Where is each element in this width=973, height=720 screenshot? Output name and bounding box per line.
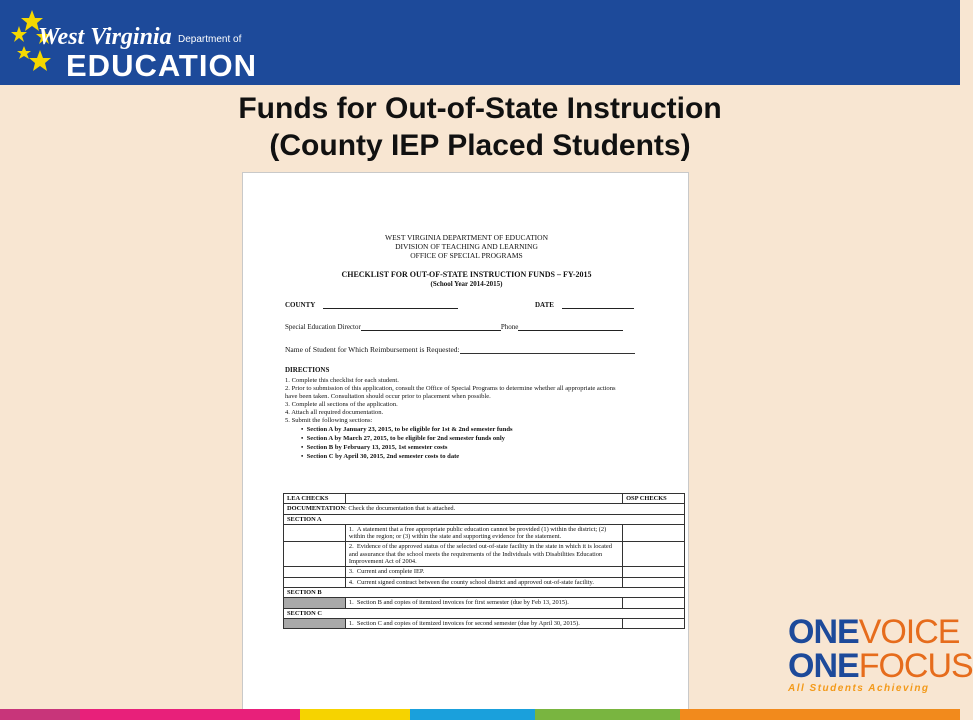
county-label: COUNTY [285,301,316,309]
table-row: 1. A statement that a free appropriate public education cannot be provided (1) within the district; (2) within the region; or (3) within the state and supporting evidence for the statement. [284,524,685,542]
doc-org-line-3: OFFICE OF SPECIAL PROGRAMS [410,251,523,260]
date-label: DATE [535,301,554,309]
bullet-3: • Section B by February 13, 2015, 1st semester costs [301,444,448,451]
stripe-segment [0,709,80,720]
doc-org-line-1: WEST VIRGINIA DEPARTMENT OF EDUCATION [384,233,549,242]
wvde-logo[interactable] [10,8,260,83]
section-a-item-3: Current and complete IEP. [356,568,425,576]
title-line-1: Funds for Out-of-State Instruction [238,92,722,125]
county-field [285,301,458,309]
one-focus-line: ONEFOCUS [788,647,973,685]
bullet-2: • Section A by March 27, 2015, to be eligible for 2nd semester funds only [301,435,505,442]
one-voice-logo [788,613,973,697]
documentation-text: : Check the documentation that is attached. [345,505,456,513]
direction-2-cont: have been taken. Consultation should occur prior to placement when possible. [285,393,491,400]
direction-1: 1. Complete this checklist for each student. [285,377,399,384]
phone-label: Phone [500,323,519,331]
table-header-row [284,494,685,504]
section-c-label: SECTION C [284,608,685,618]
section-b-item-1: Section B and copies of itemized invoices for first semester (due by Feb 13, 2015). [356,599,569,607]
student-field [285,345,635,354]
direction-3: 3. Complete all sections of the application. [285,401,398,408]
county-blank [323,301,458,309]
lea-checks-header: LEA CHECKS [284,494,346,504]
section-c-row [284,608,685,618]
section-a-item-1: A statement that a free appropriate public education cannot be provided (1) within the district; (2) within the region; or (3) within the state and supporting evidence for the statement. [348,525,607,541]
student-blank [460,346,635,354]
stripe-segment [535,709,680,720]
checklist-document [242,172,689,710]
slide-title [0,90,960,164]
one-voice-line: ONEVOICE [788,613,960,651]
checklist-table [283,493,685,629]
direction-5: 5. Submit the following sections: [285,417,373,424]
stripe-segment [300,709,410,720]
title-line-2: (County IEP Placed Students) [269,129,691,162]
doc-school-year: (School Year 2014-2015) [430,280,503,288]
section-b-row [284,587,685,597]
student-label: Name of Student for Which Reimbursement is Requested: [285,345,460,354]
direction-2: 2. Prior to submission of this application, consult the Office of Special Programs to determine whether all appropriate actions [285,385,616,392]
table-row: 4. Current signed contract between the county school district and approved out-of-state facility. [284,577,685,587]
director-label: Special Education Director [285,323,361,331]
directions-heading: DIRECTIONS [285,366,330,374]
table-row: 1. Section B and copies of itemized invoices for first semester (due by Feb 13, 2015). [284,598,685,608]
stripe-segment [680,709,960,720]
tagline: All Students Achieving [788,683,930,694]
director-field [285,323,623,331]
section-a-label: SECTION A [284,514,685,524]
logo-dept-text: Department of [178,34,242,45]
table-row: 2. Evidence of the approved status of the selected out-of-state facility in the state in which it is located and assurance that the school meets the requirements of the Individuals with Disabilities Education Improvement Act of 2004. [284,542,685,567]
osp-checks-header: OSP CHECKS [623,494,685,504]
doc-form-title: CHECKLIST FOR OUT-OF-STATE INSTRUCTION FUNDS – FY-2015 [341,270,592,279]
section-a-item-2: Evidence of the approved status of the selected out-of-state facility in the state in which it is located and assurance that the school meets the requirements of the Individuals with Disabilities Education Improvement Act of 2004. [348,543,612,566]
director-blank [361,323,501,331]
header-band [0,0,960,85]
color-stripe [0,709,960,720]
table-row: 1. Section C and copies of itemized invoices for second semester (due by April 30, 2015). [284,618,685,628]
section-a-row [284,514,685,524]
documentation-label: DOCUMENTATION [287,505,345,513]
documentation-row [284,504,685,514]
bullet-1: • Section A by January 23, 2015, to be eligible for 1st & 2nd semester funds [301,426,513,433]
table-row: 3. Current and complete IEP. [284,567,685,577]
date-blank [562,301,634,309]
section-b-label: SECTION B [284,587,685,597]
bullet-4: • Section C by April 30, 2015, 2nd semester costs to date [301,453,460,460]
section-c-item-1: Section C and copies of itemized invoices for second semester (due by April 30, 2015). [356,619,580,627]
stripe-segment [410,709,535,720]
logo-main-text: EDUCATION [66,48,257,83]
date-field [535,301,634,309]
direction-4: 4. Attach all required documentation. [285,409,384,416]
stripe-segment [80,709,300,720]
section-a-item-4: Current signed contract between the county school district and approved out-of-state facility. [356,578,594,586]
phone-blank [518,323,623,331]
doc-org-line-2: DIVISION OF TEACHING AND LEARNING [395,242,538,251]
logo-script-text: West Virginia [38,24,172,50]
